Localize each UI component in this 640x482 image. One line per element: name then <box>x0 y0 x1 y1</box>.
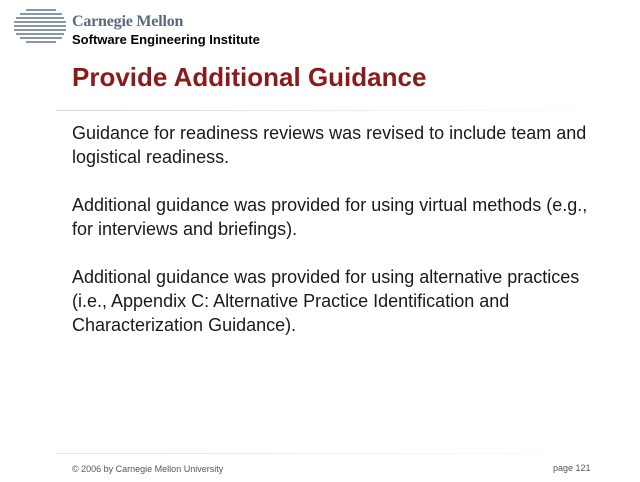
title-divider <box>56 110 640 111</box>
footer-copyright: © 2006 by Carnegie Mellon University <box>72 464 224 474</box>
footer-page-number: page 121 <box>553 463 591 473</box>
body-paragraph-2: Additional guidance was provided for using virtual methods (e.g., for interviews and briefings). <box>72 195 588 239</box>
slide-title: Provide Additional Guidance <box>72 62 427 92</box>
sei-striped-globe-icon <box>12 8 68 44</box>
footer-divider <box>56 453 640 454</box>
body-paragraph-3: Additional guidance was provided for using alternative practices (i.e., Appendix C: Alternative Practice Identification and Characterization Guidance). <box>72 267 580 335</box>
logo-institute-name: Software Engineering Institute <box>72 32 260 47</box>
body-paragraph-1: Guidance for readiness reviews was revised to include team and logistical readiness. <box>72 123 587 167</box>
sei-logo <box>12 8 272 46</box>
logo-organization-name: Carnegie Mellon <box>72 13 184 30</box>
